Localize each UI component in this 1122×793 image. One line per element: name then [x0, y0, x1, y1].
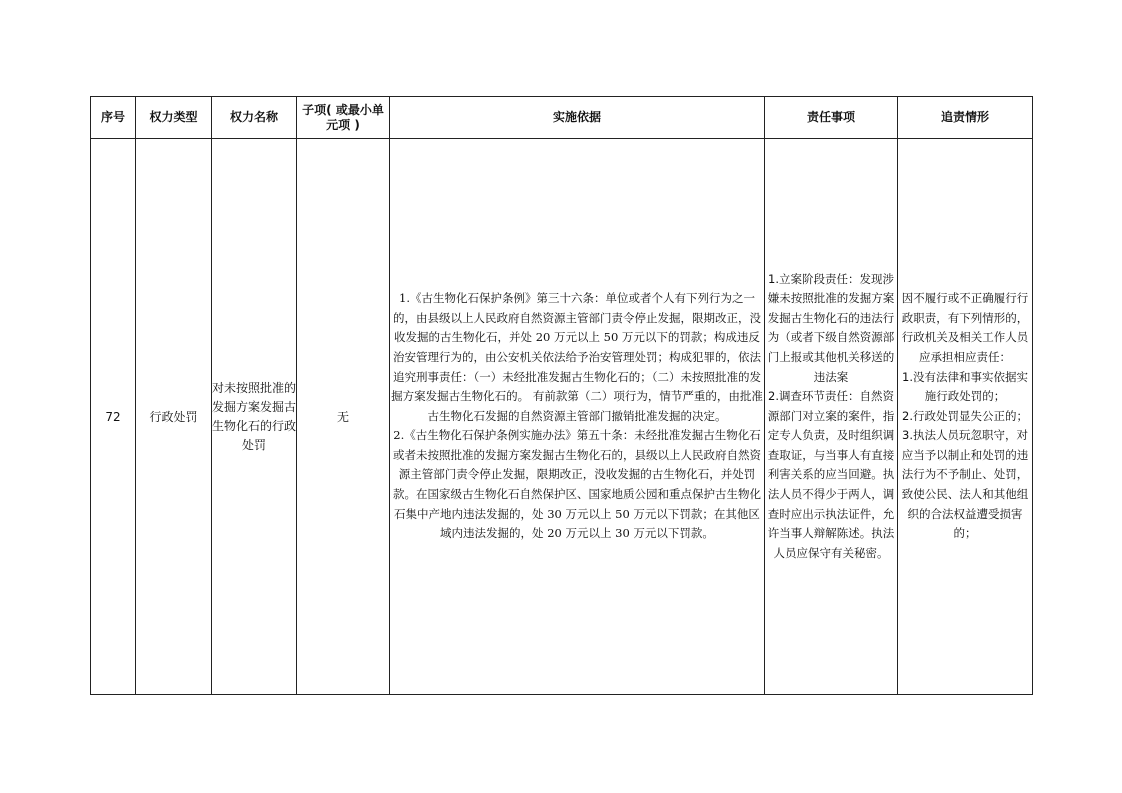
table-header-row	[91, 97, 1033, 139]
duty-item-2: 2.调查环节责任：自然资源部门对立案的案件，指定专人负责，及时组织调查取证，与当事人有直接利害关系的应当回避。执法人员不得少于两人，调查时应出示执法证件，允许当事人辩解陈述。执法人员应保守有关秘密。	[767, 389, 895, 560]
accountability-item-2: 2.行政处罚显失公正的；	[902, 408, 1028, 423]
power-list-table	[90, 96, 1033, 695]
accountability-item-3: 3.执法人员玩忽职守，对应当予以制止和处罚的违法行为不予制止、处罚，致使公民、法人和其他组织的合法权益遭受损害的；	[901, 428, 1029, 541]
cell-duty	[765, 139, 898, 695]
header-power-type: 权力类型	[136, 97, 212, 139]
header-seq: 序号	[91, 97, 136, 139]
basis-paragraph-1: 1.《古生物化石保护条例》第三十六条：单位或者个人有下列行为之一的，由县级以上人民政府自然资源主管部门责令停止发掘，限期改正，没收发掘的古生物化石，并处 20 万元以上 50 万元以下的罚款；构成违反治安管理行为的，由公安机关依法给予治安管理处罚；构成犯罪的，依法追究刑事责任：（一）未经批准发掘古生物化石的；（二）未按照批准的发掘方案发掘古生物化石的。 有前款第（二）项行为，情节严重的，由批准古生物化石发掘的自然资源主管部门撤销批准发掘的决定。	[391, 291, 763, 423]
table-row	[91, 139, 1033, 695]
header-accountability: 追责情形	[898, 97, 1033, 139]
accountability-item-1: 1.没有法律和事实依据实施行政处罚的；	[902, 369, 1028, 404]
cell-basis	[390, 139, 765, 695]
cell-seq: 72	[91, 139, 136, 695]
accountability-intro: 因不履行或不正确履行行政职责，有下列情形的，行政机关及相关工作人员应承担相应责任：	[901, 291, 1029, 364]
cell-power-name: 对未按照批准的发掘方案发掘古生物化石的行政处罚	[212, 139, 297, 695]
cell-accountability	[898, 139, 1033, 695]
header-duty: 责任事项	[765, 97, 898, 139]
basis-paragraph-2: 2.《古生物化石保护条例实施办法》第五十条：未经批准发掘古生物化石或者未按照批准的发掘方案发掘古生物化石的，县级以上人民政府自然资源主管部门责令停止发掘，限期改正，没收发掘的古生物化石，并处罚款。在国家级古生物化石自然保护区、国家地质公园和重点保护古生物化石集中产地内违法发掘的，处 30 万元以上 50 万元以下罚款；在其他区域内违法发掘的，处 20 万元以上 30 万元以下罚款。	[393, 428, 761, 541]
duty-item-1: 1.立案阶段责任：发现涉嫌未按照批准的发掘方案发掘古生物化石的违法行为（或者下级自然资源部门上报或其他机关移送的违法案	[767, 271, 895, 384]
header-sub-item: 子项( 或最小单元项 )	[297, 97, 390, 139]
header-power-name: 权力名称	[212, 97, 297, 139]
cell-sub-item: 无	[297, 139, 390, 695]
cell-power-type: 行政处罚	[136, 139, 212, 695]
header-basis: 实施依据	[390, 97, 765, 139]
